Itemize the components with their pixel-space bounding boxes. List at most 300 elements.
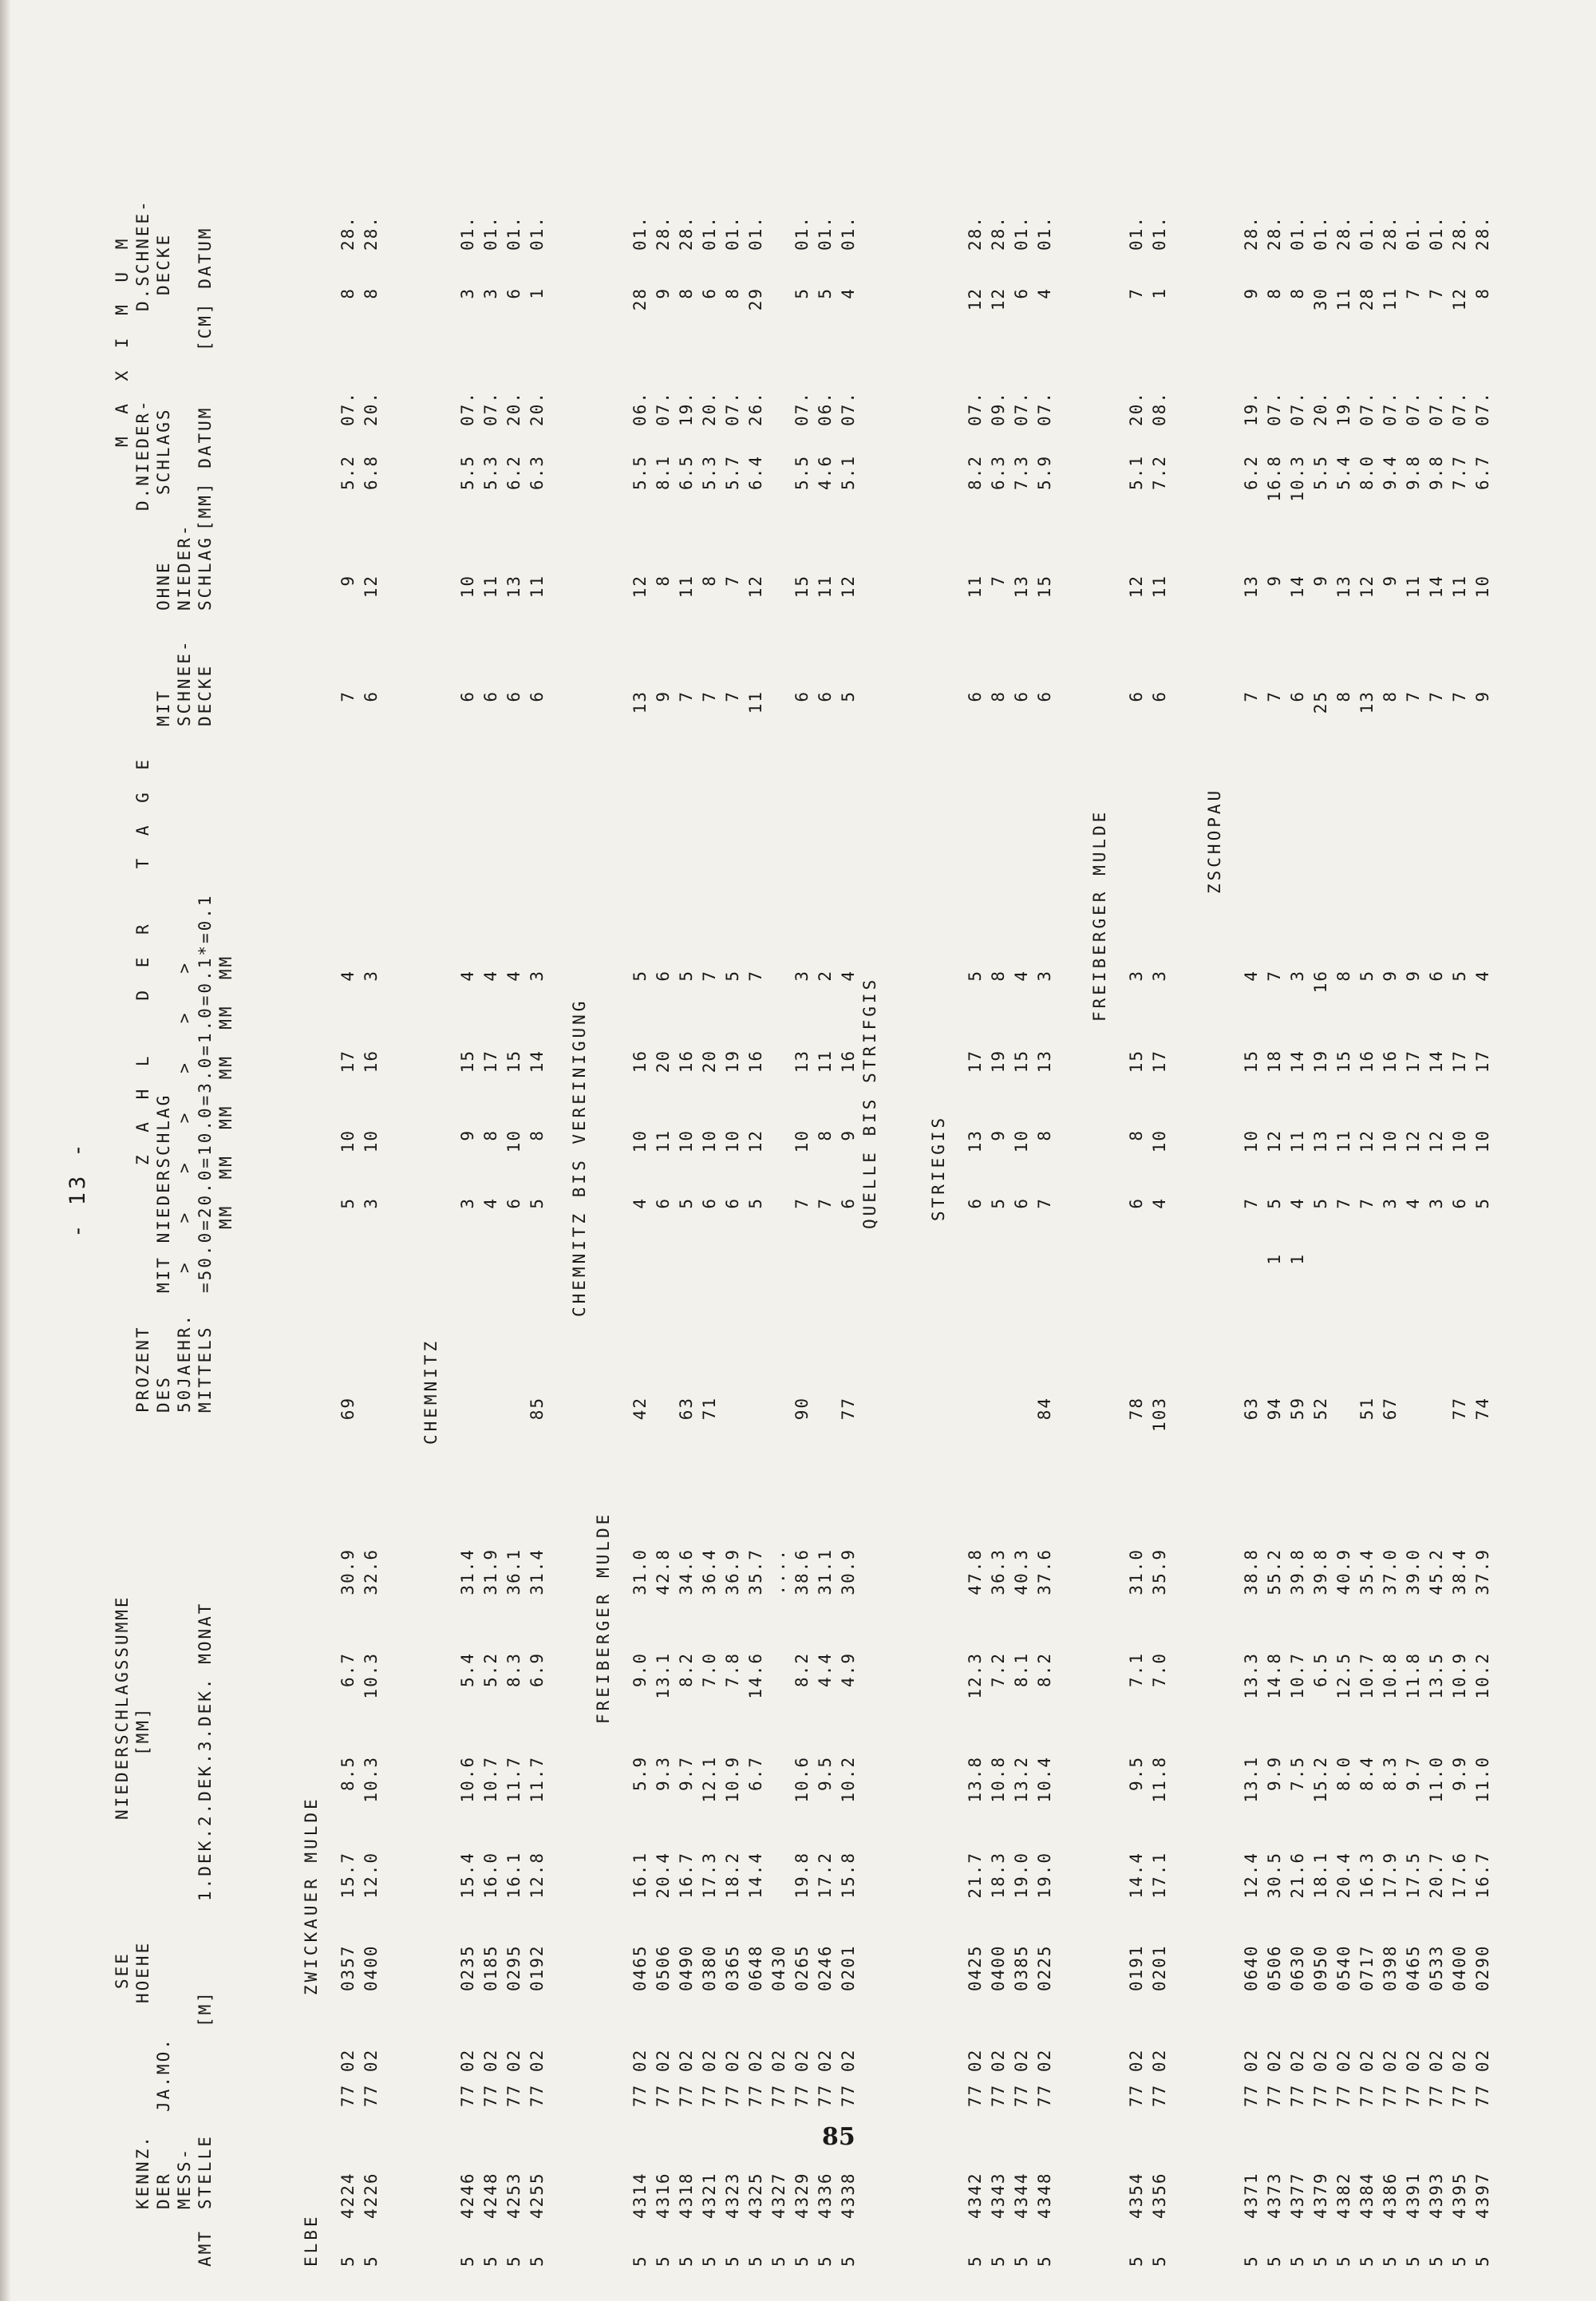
cell-amt: 5 — [966, 2255, 985, 2267]
cell-mx: 6.5 — [677, 455, 696, 490]
cell-mxd: 20. — [700, 391, 719, 426]
cell-sdd: 01. — [481, 215, 500, 251]
cell-see: 0648 — [746, 1944, 765, 1991]
cell-mon: 38.6 — [792, 1548, 812, 1595]
cell-id: 4386 — [1381, 2172, 1400, 2219]
cell-sn: 9 — [654, 690, 673, 702]
cell-mx: 5.4 — [1334, 455, 1353, 490]
cell-id: 4379 — [1311, 2172, 1330, 2219]
cell-mon: 37.9 — [1473, 1548, 1492, 1595]
cell-sd: 7 — [1404, 287, 1423, 299]
cell-id: 4338 — [839, 2172, 858, 2219]
header-prozent-4: MITTELS — [196, 1325, 215, 1413]
cell-f: 7 — [700, 970, 719, 982]
cell-oh: 7 — [989, 575, 1008, 587]
cell-see: 0192 — [527, 1944, 547, 1991]
cell-sdd: 01. — [1404, 215, 1423, 251]
cell-mon: 37.6 — [1035, 1548, 1054, 1595]
cell-sd: 8 — [1288, 287, 1307, 299]
cell-sn: 7 — [1450, 690, 1469, 702]
cell-b: 1 — [1265, 1253, 1284, 1265]
table-row — [677, 112, 701, 2267]
cell-c: 6 — [839, 1197, 858, 1209]
cell-amt: 5 — [1450, 2255, 1469, 2267]
cell-d1: 17.3 — [700, 1852, 719, 1899]
header-see-2: HOEHE — [133, 1940, 152, 2003]
cell-c: 5 — [527, 1197, 547, 1209]
cell-pct: 103 — [1150, 1397, 1169, 1432]
cell-id: 4327 — [769, 2172, 788, 2219]
cell-mon: 35.7 — [746, 1548, 765, 1595]
cell-mxd: 20. — [361, 391, 381, 426]
cell-oh: 13 — [1334, 575, 1353, 599]
cell-ja: 77 02 — [1357, 2048, 1377, 2107]
cell-d3: 10.9 — [1450, 1652, 1469, 1699]
cell-d: 10 — [677, 1129, 696, 1153]
cell-sn: 7 — [338, 690, 358, 702]
cell-see: 0400 — [1450, 1944, 1469, 1991]
table-row — [816, 112, 839, 2267]
cell-ja: 77 02 — [1381, 2048, 1400, 2107]
table-row — [1150, 112, 1174, 2267]
cell-d2: 10.8 — [989, 1756, 1008, 1803]
footer-number: 85 — [822, 2123, 855, 2151]
cell-f: 8 — [1334, 970, 1353, 982]
cell-mx: 6.7 — [1473, 455, 1492, 490]
cell-amt: 5 — [1357, 2255, 1377, 2267]
table-row — [839, 112, 863, 2267]
cell-f: 16 — [1311, 970, 1330, 994]
cell-sdd: 01. — [700, 215, 719, 251]
cell-sd: 3 — [458, 287, 477, 299]
cell-sdd: 01. — [723, 215, 742, 251]
cell-pct: 42 — [630, 1397, 650, 1421]
cell-f: 3 — [792, 970, 812, 982]
cell-c: 3 — [361, 1197, 381, 1209]
header-prozent-3: 50JAEHR. — [175, 1312, 194, 1413]
cell-d2: 9.9 — [1265, 1756, 1284, 1791]
cell-d1: 30.5 — [1265, 1852, 1284, 1899]
cell-sn: 6 — [527, 690, 547, 702]
cell-sdd: 28. — [1450, 215, 1469, 251]
cell-mx: 5.3 — [481, 455, 500, 490]
cell-e: 17 — [338, 1050, 358, 1073]
cell-id: 4323 — [723, 2172, 742, 2219]
cell-e: 13 — [1035, 1050, 1054, 1073]
cell-mx: 5.1 — [839, 455, 858, 490]
cell-sd: 8 — [338, 287, 358, 299]
cell-e: 15 — [504, 1050, 523, 1073]
cell-mx: 5.5 — [1311, 455, 1330, 490]
cell-amt: 5 — [630, 2255, 650, 2267]
table-row — [1242, 112, 1266, 2267]
cell-f: 4 — [1473, 970, 1492, 982]
cell-mxd: 06. — [816, 391, 835, 426]
cell-sn: 7 — [723, 690, 742, 702]
cell-oh: 11 — [481, 575, 500, 599]
cell-sd: 1 — [1150, 287, 1169, 299]
cell-e: 16 — [630, 1050, 650, 1073]
cell-d2: 10.7 — [481, 1756, 500, 1803]
cell-d1: 15.8 — [839, 1852, 858, 1899]
cell-d3: 4.4 — [816, 1652, 835, 1687]
cell-f: 3 — [1288, 970, 1307, 982]
cell-see: 0201 — [839, 1944, 858, 1991]
cell-sdd: 28. — [1334, 215, 1353, 251]
cell-e: 17 — [1404, 1050, 1423, 1073]
cell-id: 4397 — [1473, 2172, 1492, 2219]
cell-mx: 5.1 — [1127, 455, 1146, 490]
cell-d1: 14.4 — [746, 1852, 765, 1899]
cell-d2: 8.0 — [1334, 1756, 1353, 1791]
cell-mxd: 07. — [1473, 391, 1492, 426]
header-prozent-2: DES — [154, 1375, 173, 1413]
cell-d: 12 — [1357, 1129, 1377, 1153]
section-subtitle: FREIBERGER MULDE — [1090, 809, 1109, 1022]
cell-pct: 94 — [1265, 1397, 1284, 1421]
cell-d1: 20.7 — [1427, 1852, 1446, 1899]
cell-oh: 8 — [654, 575, 673, 587]
cell-e: 17 — [966, 1050, 985, 1073]
cell-mx: 5.3 — [700, 455, 719, 490]
cell-f: 5 — [1450, 970, 1469, 982]
cell-f: 5 — [1357, 970, 1377, 982]
cell-oh: 11 — [966, 575, 985, 599]
cell-ja: 77 02 — [1012, 2048, 1031, 2107]
header-max-ns-3: [MM] DATUM — [196, 405, 215, 531]
cell-ja: 77 02 — [338, 2048, 358, 2107]
cell-mx: 6.3 — [989, 455, 1008, 490]
cell-f: 4 — [1242, 970, 1261, 982]
cell-mxd: 07. — [1357, 391, 1377, 426]
cell-sn: 9 — [1473, 690, 1492, 702]
section-title: ELBE — [302, 2213, 321, 2267]
cell-d: 9 — [458, 1129, 477, 1141]
cell-see: 0950 — [1311, 1944, 1330, 1991]
cell-sdd: 28. — [654, 215, 673, 251]
cell-mxd: 19. — [1242, 391, 1261, 426]
cell-d1: 21.7 — [966, 1852, 985, 1899]
section-subtitle: CHEMNITZ — [421, 1338, 440, 1445]
cell-amt: 5 — [527, 2255, 547, 2267]
cell-amt: 5 — [746, 2255, 765, 2267]
table-row — [1334, 112, 1358, 2267]
cell-mon: 38.8 — [1242, 1548, 1261, 1595]
cell-sd: 6 — [1012, 287, 1031, 299]
cell-d3: 5.2 — [481, 1652, 500, 1687]
cell-d2: 6.7 — [746, 1756, 765, 1791]
cell-d: 10 — [1473, 1129, 1492, 1153]
cell-e: 14 — [527, 1050, 547, 1073]
cell-d: 9 — [989, 1129, 1008, 1141]
cell-sd: 9 — [1242, 287, 1261, 299]
cell-c: 4 — [630, 1197, 650, 1209]
cell-c: 7 — [816, 1197, 835, 1209]
cell-sdd: 01. — [1035, 215, 1054, 251]
header-ohne-2: NIEDER- — [175, 523, 194, 611]
cell-d3: 8.2 — [677, 1652, 696, 1687]
table-row — [481, 112, 505, 2267]
cell-id: 4377 — [1288, 2172, 1307, 2219]
cell-d: 12 — [1404, 1129, 1423, 1153]
table-row — [1288, 112, 1312, 2267]
cell-sn: 6 — [1035, 690, 1054, 702]
cell-see: 0506 — [654, 1944, 673, 1991]
cell-sn: 13 — [1357, 690, 1377, 714]
header-kennz-1: KENNZ. — [133, 2134, 152, 2209]
cell-ja: 77 02 — [746, 2048, 765, 2107]
table-row — [1427, 112, 1451, 2267]
cell-mx: 6.2 — [1242, 455, 1261, 490]
cell-id: 4382 — [1334, 2172, 1353, 2219]
cell-see: 0425 — [966, 1944, 985, 1991]
cell-sd: 12 — [1450, 287, 1469, 311]
cell-mon: 34.6 — [677, 1548, 696, 1595]
cell-oh: 9 — [1381, 575, 1400, 587]
cell-f: 6 — [654, 970, 673, 982]
cell-pct: 77 — [839, 1397, 858, 1421]
cell-d: 10 — [1012, 1129, 1031, 1153]
cell-d2: 11.0 — [1427, 1756, 1446, 1803]
table-row — [1473, 112, 1497, 2267]
cell-mon: 30.9 — [839, 1548, 858, 1595]
cell-e: 16 — [361, 1050, 381, 1073]
cell-mxd: 26. — [746, 391, 765, 426]
cell-b: 1 — [1288, 1253, 1307, 1265]
cell-mxd: 07. — [458, 391, 477, 426]
cell-d3: 8.2 — [792, 1652, 812, 1687]
cell-mon: 31.0 — [1127, 1548, 1146, 1595]
cell-f: 4 — [481, 970, 500, 982]
cell-mon: 45.2 — [1427, 1548, 1446, 1595]
cell-c: 7 — [1035, 1197, 1054, 1209]
cell-ja: 77 02 — [1288, 2048, 1307, 2107]
cell-ja: 77 02 — [677, 2048, 696, 2107]
cell-d: 10 — [338, 1129, 358, 1153]
cell-id: 4224 — [338, 2172, 358, 2219]
cell-see: 0365 — [723, 1944, 742, 1991]
cell-ja: 77 02 — [1450, 2048, 1469, 2107]
cell-oh: 11 — [1404, 575, 1423, 599]
cell-sdd: 01. — [1012, 215, 1031, 251]
cell-see: 0385 — [1012, 1944, 1031, 1991]
header-max-ns-1: D.NIEDER- — [133, 398, 152, 511]
cell-d2: 8.3 — [1381, 1756, 1400, 1791]
cell-c: 5 — [338, 1197, 358, 1209]
cell-e: 13 — [792, 1050, 812, 1073]
cell-d: 10 — [723, 1129, 742, 1153]
cell-mon: 31.0 — [630, 1548, 650, 1595]
cell-c: 6 — [723, 1197, 742, 1209]
section-subtitle: FREIBERGER MULDE — [594, 1511, 613, 1724]
cell-pct: 71 — [700, 1397, 719, 1421]
cell-ja: 77 02 — [481, 2048, 500, 2107]
cell-see: 0540 — [1334, 1944, 1353, 1991]
cell-amt: 5 — [989, 2255, 1008, 2267]
cell-mon: 36.4 — [700, 1548, 719, 1595]
cell-mon: 40.9 — [1334, 1548, 1353, 1595]
cell-mxd: 20. — [527, 391, 547, 426]
cell-oh: 9 — [1311, 575, 1330, 587]
cell-d2: 10.2 — [839, 1756, 858, 1803]
cell-e: 11 — [816, 1050, 835, 1073]
header-kennz-4: STELLE — [196, 2134, 215, 2209]
table-row — [1381, 112, 1404, 2267]
cell-sdd: 01. — [746, 215, 765, 251]
cell-mxd: 08. — [1150, 391, 1169, 426]
cell-id: 4321 — [700, 2172, 719, 2219]
cell-see: 0465 — [1404, 1944, 1423, 1991]
cell-d2: 10.3 — [361, 1756, 381, 1803]
cell-mxd: 06. — [630, 391, 650, 426]
cell-f: 5 — [677, 970, 696, 982]
cell-mxd: 07. — [481, 391, 500, 426]
cell-sd: 28 — [1357, 287, 1377, 311]
cell-d: 12 — [1427, 1129, 1446, 1153]
cell-d1: 14.4 — [1127, 1852, 1146, 1899]
cell-d: 8 — [481, 1129, 500, 1141]
cell-oh: 9 — [1265, 575, 1284, 587]
cell-ja: 77 02 — [361, 2048, 381, 2107]
header-thresholds: =50.0=20.0=10.0=3.0=1.0=0.1*=0.1 — [196, 893, 215, 1293]
table-row — [361, 112, 385, 2267]
cell-mon: 36.3 — [989, 1548, 1008, 1595]
cell-d: 8 — [527, 1129, 547, 1141]
cell-ja: 77 02 — [527, 2048, 547, 2107]
cell-d2: 8.5 — [338, 1756, 358, 1791]
cell-ja: 77 02 — [1334, 2048, 1353, 2107]
cell-sdd: 01. — [839, 215, 858, 251]
cell-e: 16 — [1357, 1050, 1377, 1073]
cell-amt: 5 — [1012, 2255, 1031, 2267]
cell-ja: 77 02 — [966, 2048, 985, 2107]
cell-mon: 39.8 — [1311, 1548, 1330, 1595]
cell-e: 14 — [1288, 1050, 1307, 1073]
cell-amt: 5 — [654, 2255, 673, 2267]
rotated-table — [40, 112, 1556, 2267]
cell-c: 5 — [1311, 1197, 1330, 1209]
cell-d3: 7.0 — [700, 1652, 719, 1687]
cell-f: 4 — [839, 970, 858, 982]
cell-c: 7 — [1334, 1197, 1353, 1209]
header-kennz-2: DER — [154, 2172, 173, 2209]
cell-e: 19 — [989, 1050, 1008, 1073]
cell-f: 5 — [630, 970, 650, 982]
header-maximum: M A X I M U M — [113, 232, 132, 447]
cell-d2: 9.7 — [1404, 1756, 1423, 1791]
cell-d3: 4.9 — [839, 1652, 858, 1687]
cell-mx: 4.6 — [816, 455, 835, 490]
cell-f: 4 — [458, 970, 477, 982]
cell-c: 6 — [1450, 1197, 1469, 1209]
cell-c: 6 — [966, 1197, 985, 1209]
table-row — [723, 112, 747, 2267]
cell-sn: 6 — [792, 690, 812, 702]
cell-ja: 77 02 — [1242, 2048, 1261, 2107]
cell-mxd: 07. — [654, 391, 673, 426]
cell-ja: 77 02 — [700, 2048, 719, 2107]
table-header — [112, 112, 295, 2267]
cell-see: 0265 — [792, 1944, 812, 1991]
cell-mx: 9.4 — [1381, 455, 1400, 490]
cell-e: 14 — [1427, 1050, 1446, 1073]
header-mit-schnee-1: MIT — [154, 689, 173, 726]
cell-d: 13 — [1311, 1129, 1330, 1153]
cell-d: 10 — [1381, 1129, 1400, 1153]
cell-mxd: 07. — [1427, 391, 1446, 426]
cell-mxd: 20. — [1311, 391, 1330, 426]
cell-mon: 36.9 — [723, 1548, 742, 1595]
cell-sd: 4 — [1035, 287, 1054, 299]
table-row — [1127, 112, 1151, 2267]
cell-sd: 3 — [481, 287, 500, 299]
cell-c: 6 — [700, 1197, 719, 1209]
cell-f: 5 — [966, 970, 985, 982]
table-row — [700, 112, 724, 2267]
cell-d3: 10.7 — [1357, 1652, 1377, 1699]
cell-c: 5 — [1473, 1197, 1492, 1209]
cell-d2: 7.5 — [1288, 1756, 1307, 1791]
cell-mxd: 07. — [966, 391, 985, 426]
cell-f: 5 — [723, 970, 742, 982]
cell-mx: 7.7 — [1450, 455, 1469, 490]
table-row — [1265, 112, 1289, 2267]
cell-see: 0490 — [677, 1944, 696, 1991]
cell-see: 0225 — [1035, 1944, 1054, 1991]
cell-c: 6 — [504, 1197, 523, 1209]
cell-oh: 10 — [458, 575, 477, 599]
cell-sn: 6 — [361, 690, 381, 702]
cell-mon: 31.9 — [481, 1548, 500, 1595]
cell-sd: 29 — [746, 287, 765, 311]
cell-amt: 5 — [769, 2255, 788, 2267]
cell-mxd: 07. — [1404, 391, 1423, 426]
cell-d: 12 — [746, 1129, 765, 1153]
cell-d1: 12.8 — [527, 1852, 547, 1899]
cell-pct: 51 — [1357, 1397, 1377, 1421]
cell-mxd: 07. — [1288, 391, 1307, 426]
cell-d1: 16.1 — [504, 1852, 523, 1899]
cell-sn: 6 — [966, 690, 985, 702]
cell-d2: 8.4 — [1357, 1756, 1377, 1791]
cell-d1: 19.0 — [1012, 1852, 1031, 1899]
header-max-sd-2: DECKE — [154, 232, 173, 295]
cell-ja: 77 02 — [1404, 2048, 1423, 2107]
cell-d2: 11.0 — [1473, 1756, 1492, 1803]
cell-amt: 5 — [1150, 2255, 1169, 2267]
cell-sdd: 01. — [1427, 215, 1446, 251]
cell-d3: 8.1 — [1012, 1652, 1031, 1687]
cell-mxd: 07. — [839, 391, 858, 426]
cell-d3: 6.7 — [338, 1652, 358, 1687]
cell-sdd: 01. — [792, 215, 812, 251]
cell-sd: 6 — [700, 287, 719, 299]
cell-id: 4246 — [458, 2172, 477, 2219]
header-gt-row: > > > > > > > — [175, 960, 194, 1273]
cell-sdd: 01. — [1127, 215, 1146, 251]
cell-f: 9 — [1404, 970, 1423, 982]
cell-pct: 85 — [527, 1397, 547, 1421]
cell-c: 7 — [1357, 1197, 1377, 1209]
table-row — [769, 112, 793, 2267]
table-row — [630, 112, 654, 2267]
cell-sdd: 28. — [361, 215, 381, 251]
cell-mon: 36.1 — [504, 1548, 523, 1595]
cell-c: 4 — [1288, 1197, 1307, 1209]
cell-e: 15 — [1127, 1050, 1146, 1073]
cell-d2: 10.6 — [458, 1756, 477, 1803]
cell-amt: 5 — [839, 2255, 858, 2267]
